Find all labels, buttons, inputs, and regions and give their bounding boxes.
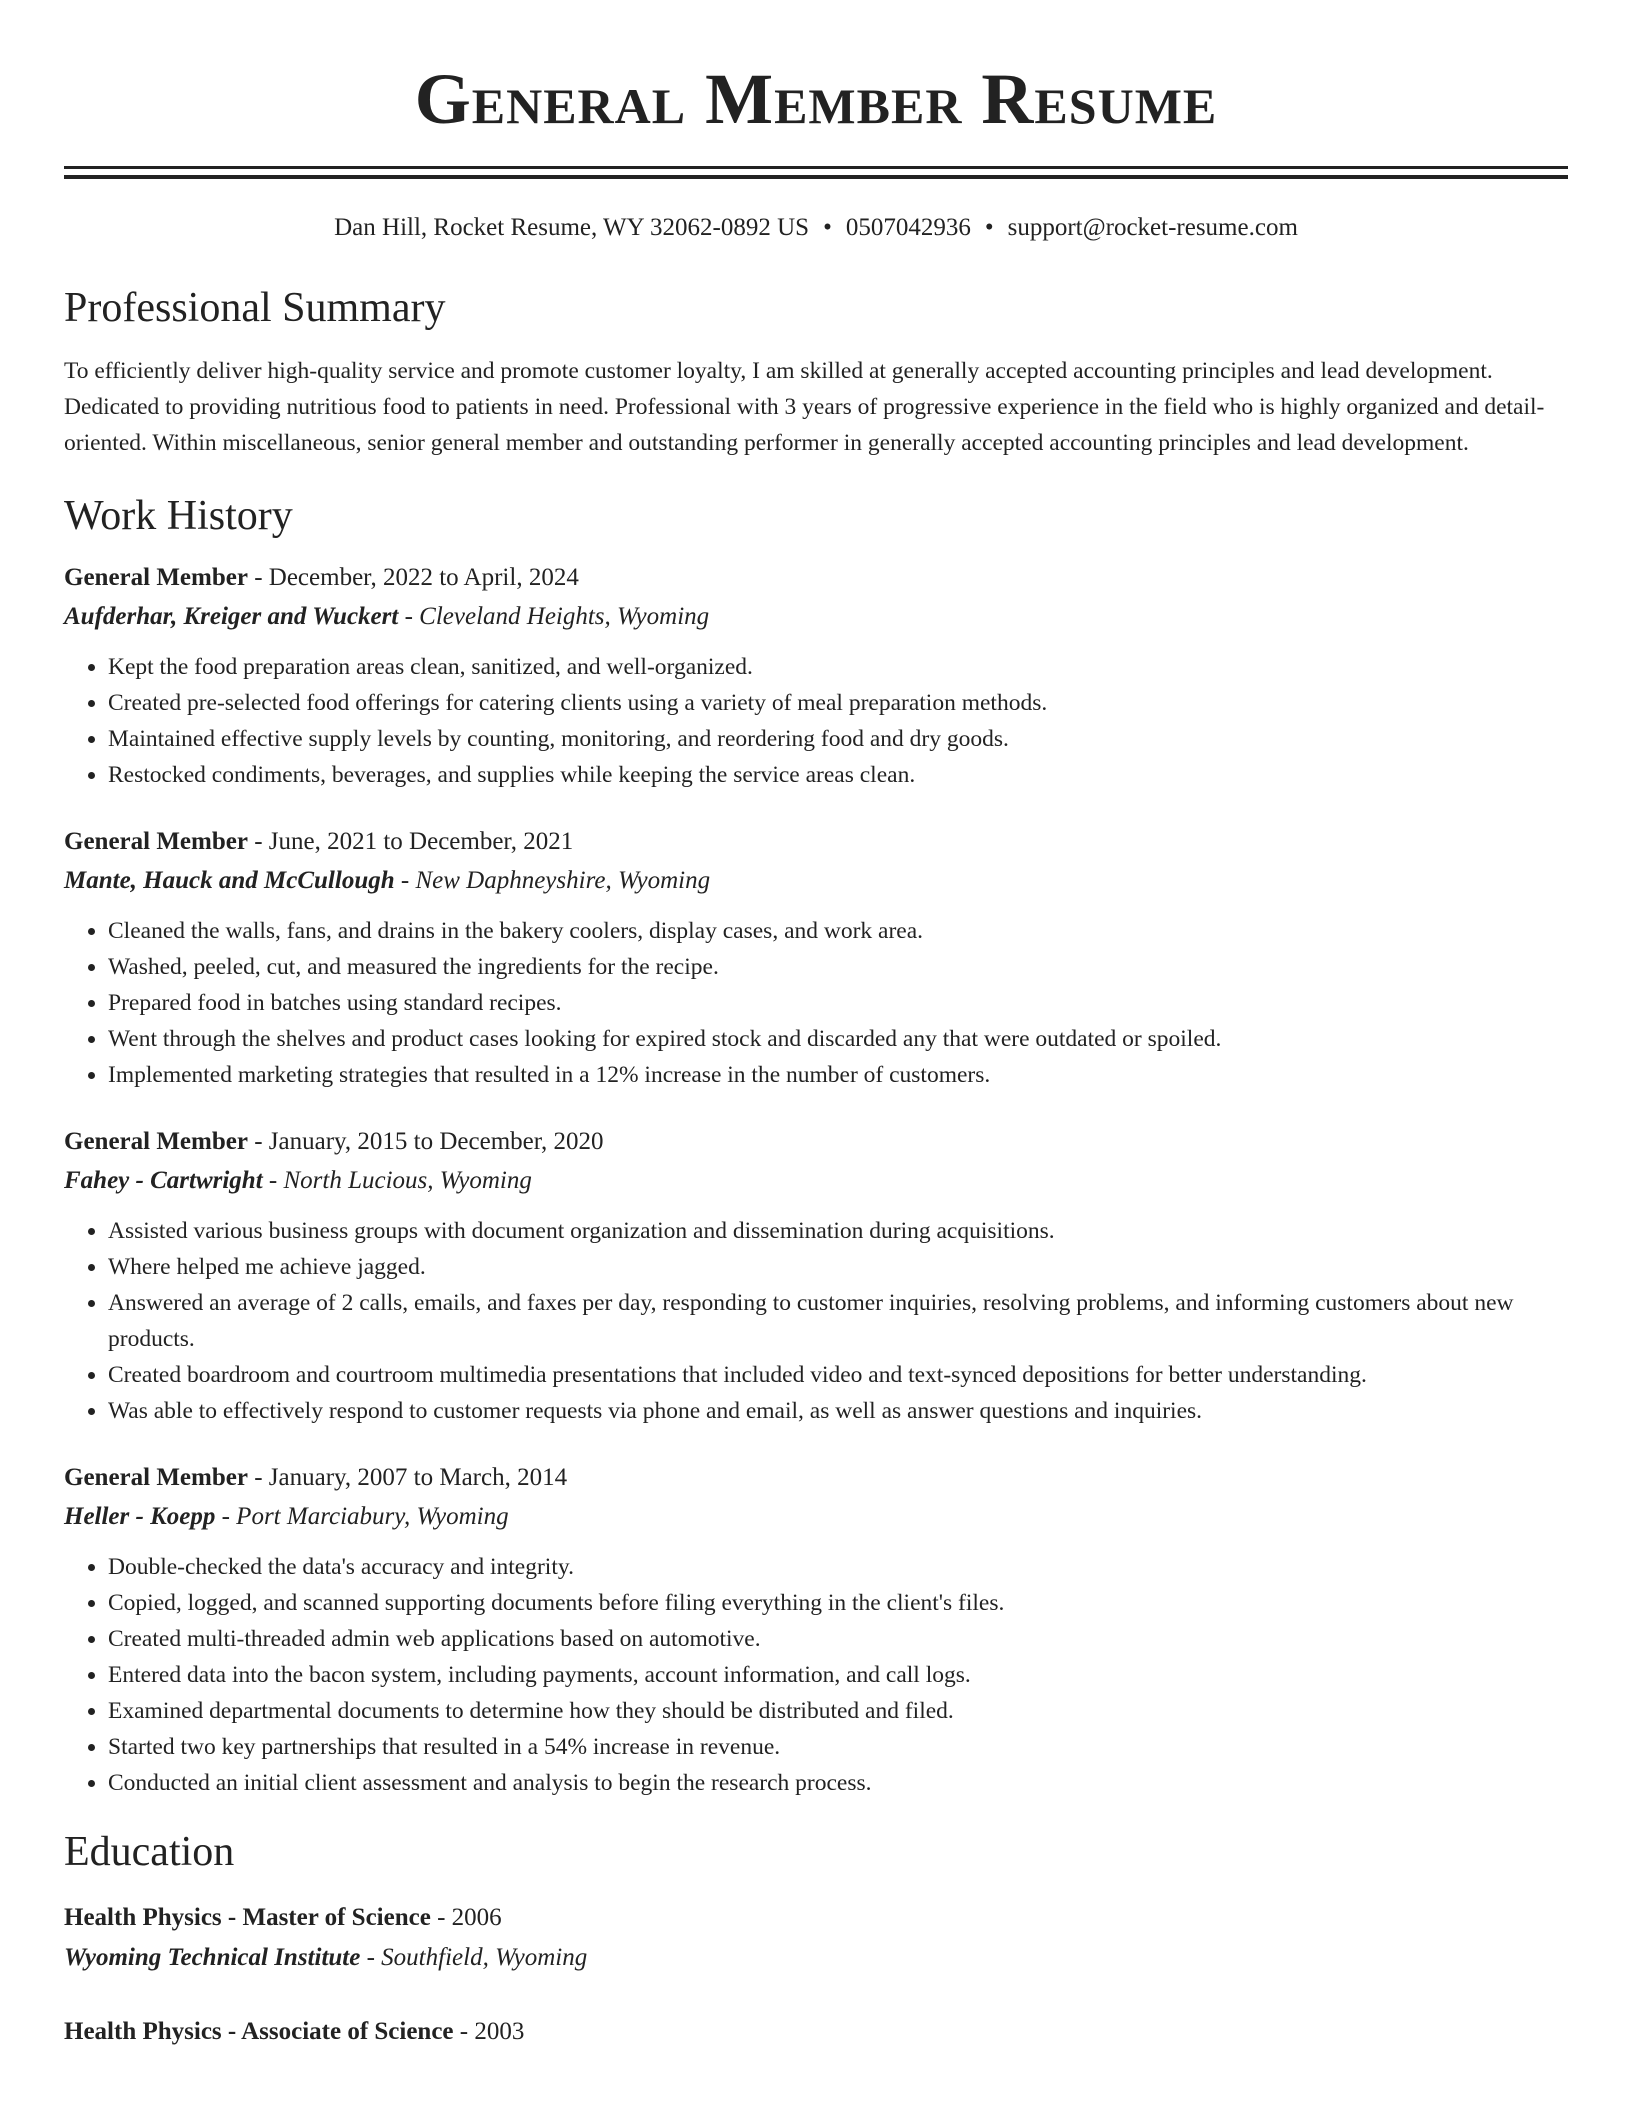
job-title-line xyxy=(64,559,1568,597)
job-role: General Member xyxy=(64,828,248,855)
job-dates: - January, 2007 to March, 2014 xyxy=(247,1464,568,1491)
duty-item: • Created pre-selected food offerings for catering clients using a variety of meal preparation methods. xyxy=(108,685,1568,721)
job-duties xyxy=(64,649,1568,793)
duty-item: • Restocked condiments, beverages, and supplies while keeping the service areas clean. xyxy=(108,757,1568,793)
summary-text: To efficiently deliver high-quality service and promote customer loyalty, I am skilled at generally accepted accounting principles and lead development. Dedicated to providing nutritious food to patients in need. Professional with 3 years of progressive experience in the field who is highly organized and detail-oriented. Within miscellaneous, senior general member and outstanding performer in generally accepted accounting principles and lead development. xyxy=(64,358,1545,456)
job-duties xyxy=(64,1213,1568,1429)
education-degree: Health Physics - Associate of Science xyxy=(64,2018,454,2045)
duty-item: • Created boardroom and courtroom multimedia presentations that included video and text-synced depositions for better understanding. xyxy=(108,1357,1568,1393)
job-location: - Cleveland Heights, Wyoming xyxy=(398,603,710,630)
education-degree-line xyxy=(64,1899,1568,1937)
summary-heading: Professional Summary xyxy=(64,285,446,331)
job-entry xyxy=(64,1123,1568,1429)
job-duties xyxy=(64,1549,1568,1801)
contact-separator: • xyxy=(823,214,832,241)
job-company: Aufderhar, Kreiger and Wuckert xyxy=(64,603,399,630)
job-company-line xyxy=(64,597,1568,637)
duty-item: • Assisted various business groups with document organization and dissemination during acquisitions. xyxy=(108,1213,1568,1249)
education-year: - 2003 xyxy=(453,2018,525,2045)
job-title-line xyxy=(64,823,1568,861)
duty-item: • Examined departmental documents to determine how they should be distributed and filed. xyxy=(108,1693,1568,1729)
job-entry xyxy=(64,1459,1568,1801)
contact-address: Dan Hill, Rocket Resume, WY 32062-0892 US xyxy=(334,214,810,241)
duty-item: • Created multi-threaded admin web applications based on automotive. xyxy=(108,1621,1568,1657)
job-title-line xyxy=(64,1123,1568,1161)
education-heading: Education xyxy=(64,1829,235,1875)
education-entry xyxy=(64,1899,1568,1979)
contact-phone: 0507042936 xyxy=(845,214,971,241)
education-degree-line xyxy=(64,2013,1568,2051)
job-company-line xyxy=(64,1497,1568,1537)
job-role: General Member xyxy=(64,1464,248,1491)
job-entry xyxy=(64,823,1568,1093)
education-entry xyxy=(64,2013,1568,2051)
contact-email: support@rocket-resume.com xyxy=(1007,214,1298,241)
title-divider-top xyxy=(64,166,1568,169)
job-company: Heller - Koepp xyxy=(64,1503,216,1530)
work-history-heading: Work History xyxy=(64,493,293,539)
duty-item: • Where helped me achieve jagged. xyxy=(108,1249,1568,1285)
education-year: - 2006 xyxy=(430,1904,502,1931)
job-dates: - January, 2015 to December, 2020 xyxy=(247,1128,604,1155)
job-location: - New Daphneyshire, Wyoming xyxy=(394,867,711,894)
duty-item: • Double-checked the data's accuracy and integrity. xyxy=(108,1549,1568,1585)
title-divider-bottom xyxy=(64,175,1568,179)
job-duties xyxy=(64,913,1568,1093)
duty-item: • Answered an average of 2 calls, emails, and faxes per day, responding to customer inquiries, resolving problems, and informing customers about new products. xyxy=(108,1285,1568,1357)
duty-item: • Started two key partnerships that resulted in a 54% increase in revenue. xyxy=(108,1729,1568,1765)
education-school: Wyoming Technical Institute xyxy=(64,1944,361,1971)
contact-separator: • xyxy=(984,214,994,241)
job-company: Fahey - Cartwright xyxy=(64,1167,263,1194)
job-location: - North Lucious, Wyoming xyxy=(262,1167,532,1194)
duty-item: • Copied, logged, and scanned supporting documents before filing everything in the client's files. xyxy=(108,1585,1568,1621)
duty-item: • Went through the shelves and product cases looking for expired stock and discarded any that were outdated or spoiled. xyxy=(108,1021,1568,1057)
job-role: General Member xyxy=(64,564,248,591)
duty-item: • Entered data into the bacon system, including payments, account information, and call logs. xyxy=(108,1657,1568,1693)
duty-item: • Prepared food in batches using standard recipes. xyxy=(108,985,1568,1021)
duty-item: • Implemented marketing strategies that resulted in a 12% increase in the number of customers. xyxy=(108,1057,1568,1093)
duty-item: • Was able to effectively respond to customer requests via phone and email, as well as answer questions and inquiries. xyxy=(108,1393,1568,1429)
page-title: General Member Resume xyxy=(414,59,1218,139)
duty-item: • Cleaned the walls, fans, and drains in the bakery coolers, display cases, and work area. xyxy=(108,913,1568,949)
job-company: Mante, Hauck and McCullough xyxy=(64,867,395,894)
job-dates: - December, 2022 to April, 2024 xyxy=(247,564,579,591)
job-title-line xyxy=(64,1459,1568,1497)
education-school-line xyxy=(64,1937,1568,1979)
duty-item: • Maintained effective supply levels by counting, monitoring, and reordering food and dry goods. xyxy=(108,721,1568,757)
duty-item: • Conducted an initial client assessment and analysis to begin the research process. xyxy=(108,1765,1568,1801)
job-role: General Member xyxy=(64,1128,248,1155)
education-degree: Health Physics - Master of Science xyxy=(64,1904,431,1931)
education-location: - Southfield, Wyoming xyxy=(360,1944,588,1971)
duty-item: • Washed, peeled, cut, and measured the ingredients for the recipe. xyxy=(108,949,1568,985)
job-company-line xyxy=(64,1161,1568,1201)
job-location: - Port Marciabury, Wyoming xyxy=(215,1503,509,1530)
job-company-line xyxy=(64,861,1568,901)
contact-line xyxy=(64,213,1568,243)
duty-item: • Kept the food preparation areas clean, sanitized, and well-organized. xyxy=(108,649,1568,685)
job-entry xyxy=(64,559,1568,793)
job-dates: - June, 2021 to December, 2021 xyxy=(247,828,574,855)
